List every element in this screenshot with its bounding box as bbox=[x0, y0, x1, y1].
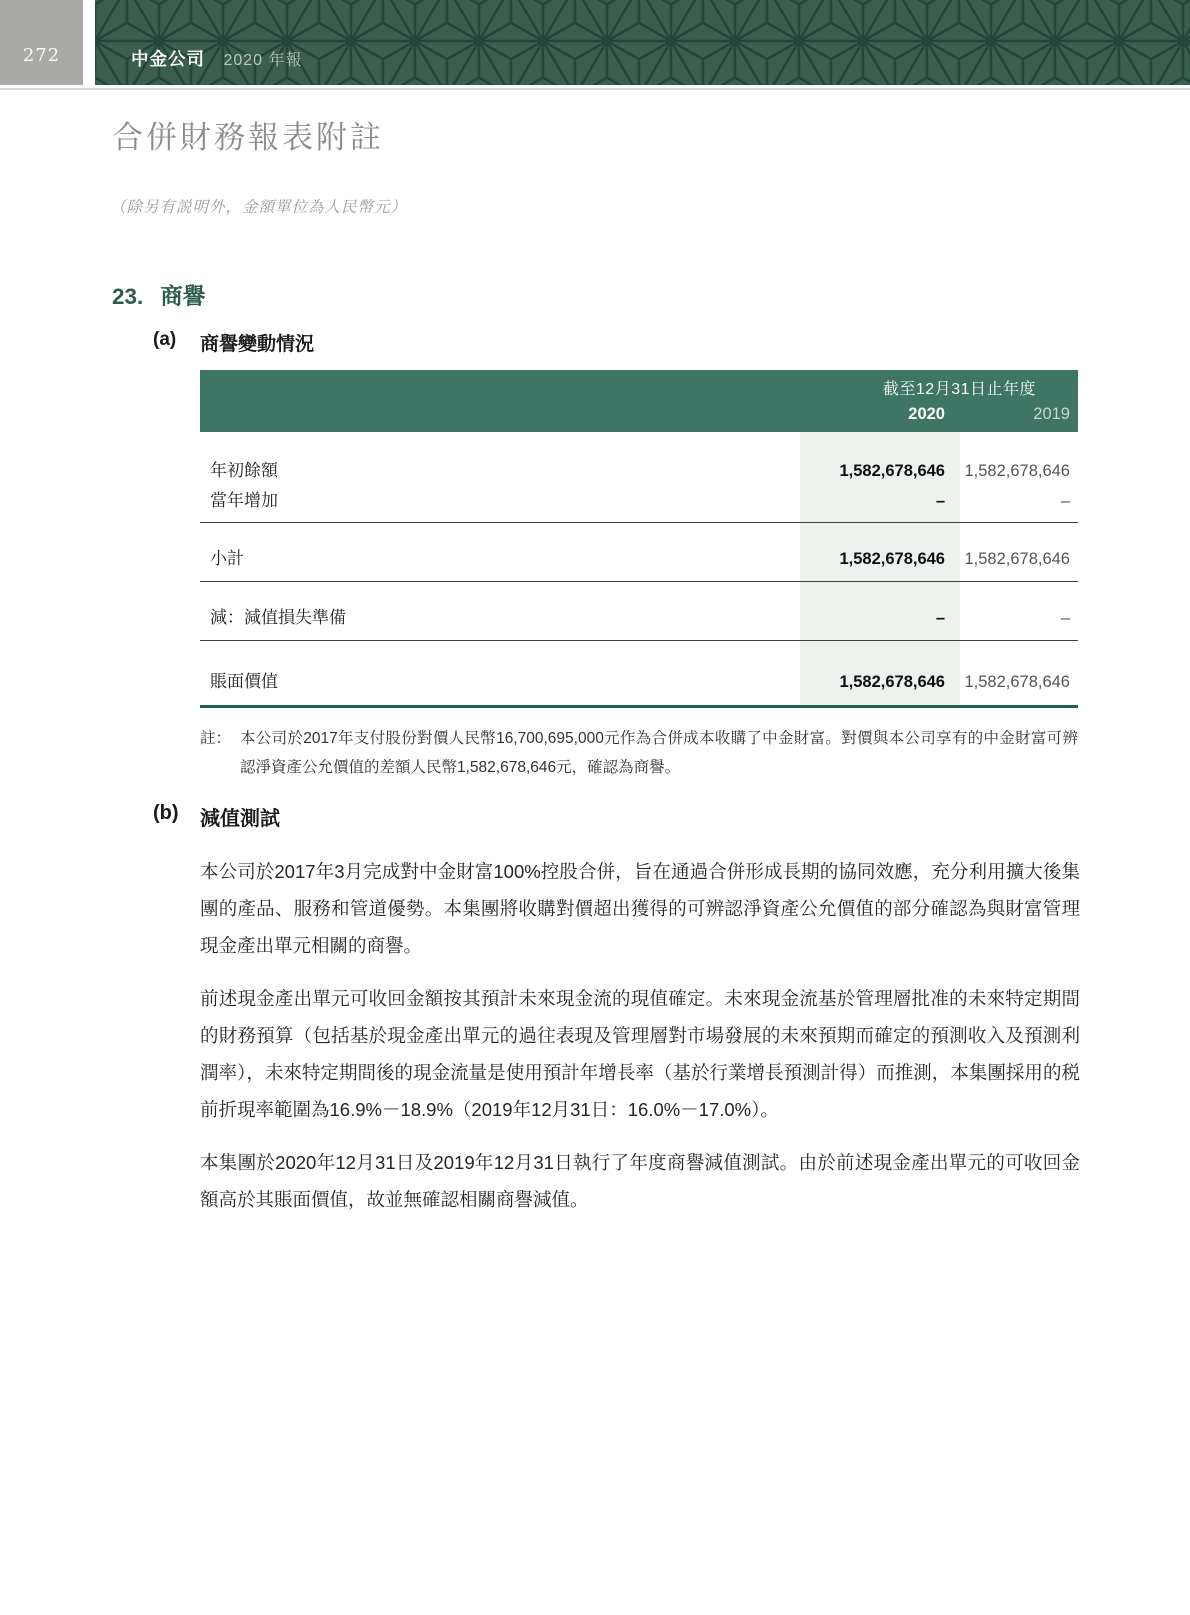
goodwill-table bbox=[200, 370, 1078, 708]
row-value-2020: 1,582,678,646 bbox=[839, 673, 945, 691]
company-name: 中金公司 bbox=[131, 49, 205, 69]
page-header bbox=[0, 0, 1190, 85]
asanoha-pattern bbox=[95, 0, 1190, 85]
subsection-a-heading bbox=[153, 329, 1078, 356]
subsection-b-heading bbox=[153, 802, 1078, 831]
page-number-box bbox=[0, 0, 83, 85]
row-value-2020: 1,582,678,646 bbox=[839, 550, 945, 568]
footnote bbox=[200, 724, 1078, 782]
table-group-carrying-value bbox=[200, 641, 1078, 708]
banner-text bbox=[131, 46, 303, 71]
paragraph-impairment-test-result: 本集團於2020年12月31日及2019年12月31日執行了年度商譽減值測試。由於前述現金產出單元的可收回金額高於其賬面價值，故並無確認相關商譽減值。 bbox=[200, 1152, 1080, 1210]
page-content bbox=[0, 112, 1190, 1218]
subsection-b-title: 減值測試 bbox=[200, 808, 280, 830]
paragraph-recoverable-amount: 前述現金產出單元可收回金額按其預計未來現金流的現值確定。未來現金流基於管理層批准的未來特定期間的財務預算（包括基於現金產出單元的過往表現及管理層對市場發展的未來預期而確定的預測收入及預測利潤率），未來特定期間後的現金流量是使用預計年增長率（基於行業增長預測計得）而推測，本集團採用的税前折現率範圍為16.9%－18.9%（2019年12月31日：16.0%－17.0%）。 bbox=[200, 988, 1080, 1120]
footnote-text: 本公司於2017年支付股份對價人民幣16,700,695,000元作為合併成本收購了中金財富。對價與本公司享有的中金財富可辨認淨資產公允價值的差額人民幣1,582,678,646元，確認為商譽。 bbox=[240, 730, 1078, 776]
column-header-2019: 2019 bbox=[1033, 405, 1070, 423]
table-group-opening bbox=[200, 432, 1078, 523]
row-value-2019: – bbox=[1060, 609, 1070, 627]
table-group-impairment bbox=[200, 582, 1078, 641]
period-header: 截至12月31日止年度 bbox=[882, 381, 1036, 398]
table-row bbox=[200, 544, 1078, 574]
subsection-a-title: 商譽變動情況 bbox=[200, 334, 315, 355]
section-heading bbox=[112, 279, 1078, 311]
row-value-2019: – bbox=[1060, 492, 1070, 510]
table-group-subtotal bbox=[200, 523, 1078, 582]
row-value-2019: 1,582,678,646 bbox=[964, 550, 1070, 568]
column-header-2020: 2020 bbox=[908, 405, 945, 423]
table-row bbox=[200, 603, 1078, 633]
header-gap bbox=[83, 0, 95, 85]
table-row bbox=[200, 486, 1078, 516]
report-edition: 2020 年報 bbox=[223, 52, 303, 69]
row-value-2019: 1,582,678,646 bbox=[964, 673, 1070, 691]
table-row bbox=[200, 667, 1078, 697]
footnote-label: 註： bbox=[200, 730, 232, 747]
section-title: 商譽 bbox=[160, 284, 206, 309]
column-headers bbox=[200, 402, 1078, 426]
row-label: 年初餘額 bbox=[210, 461, 278, 480]
header-divider bbox=[0, 88, 1190, 90]
table-header bbox=[200, 370, 1078, 432]
section-number: 23. bbox=[112, 284, 144, 309]
doc-title: 合併財務報表附註 bbox=[112, 120, 384, 155]
row-value-2019: 1,582,678,646 bbox=[964, 462, 1070, 480]
page-number: 272 bbox=[22, 45, 61, 66]
header-banner bbox=[95, 0, 1190, 85]
doc-subtitle: （除另有説明外，金額單位為人民幣元） bbox=[110, 199, 408, 216]
row-value-2020: 1,582,678,646 bbox=[839, 462, 945, 480]
subsection-a-label: (a) bbox=[153, 329, 177, 350]
table-row bbox=[200, 456, 1078, 486]
row-label: 賬面價值 bbox=[210, 672, 278, 691]
row-value-2020: – bbox=[935, 609, 945, 627]
row-label: 小計 bbox=[210, 549, 244, 568]
row-label-spacer bbox=[200, 402, 800, 426]
row-value-2020: – bbox=[935, 492, 945, 510]
row-label: 減：減值損失準備 bbox=[210, 608, 346, 627]
subsection-b-label: (b) bbox=[153, 802, 179, 824]
row-label: 當年增加 bbox=[210, 491, 278, 510]
paragraph-merger: 本公司於2017年3月完成對中金財富100%控股合併，旨在通過合併形成長期的協同效應，充分利用擴大後集團的產品、服務和管道優勢。本集團將收購對價超出獲得的可辨認淨資產公允價值的部分確認為與財富管理現金產出單元相關的商譽。 bbox=[200, 861, 1080, 956]
